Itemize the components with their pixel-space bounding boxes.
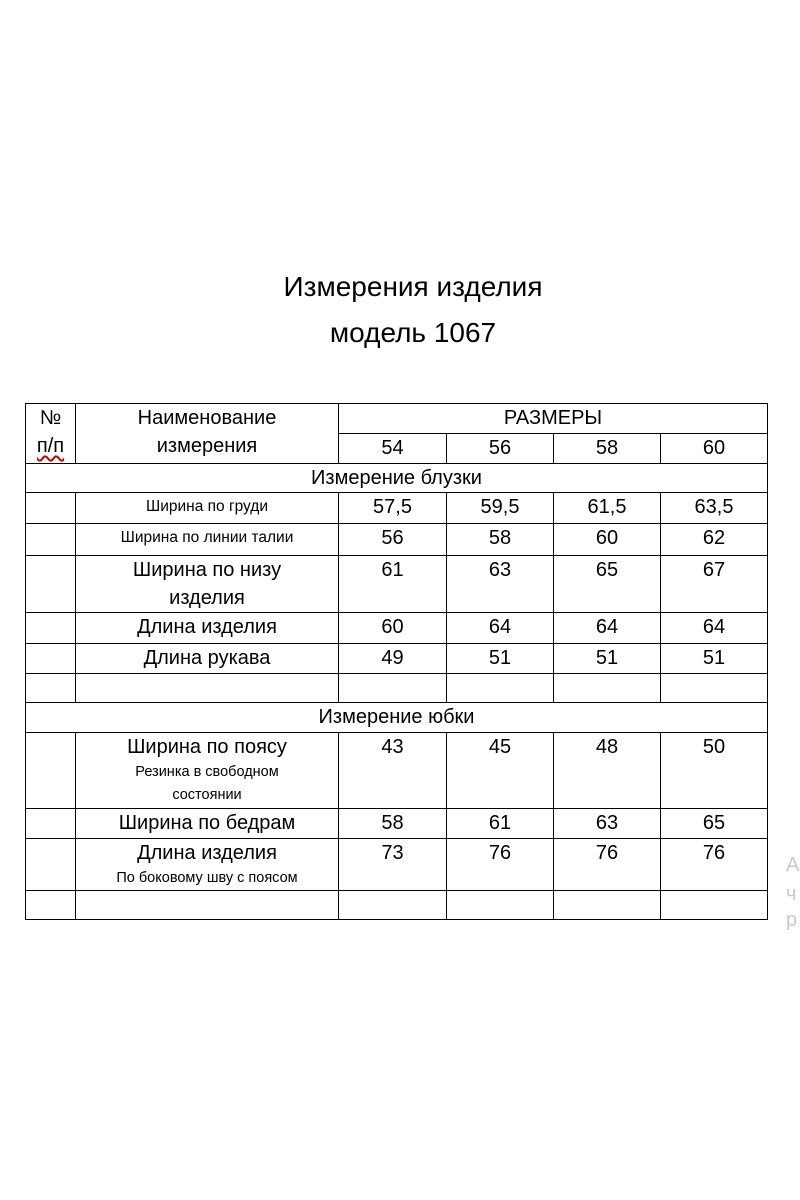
measurement-note: состоянии	[172, 787, 242, 803]
measurement-name: Ширина по бедрам	[76, 809, 339, 839]
value-cell: 65	[554, 556, 661, 613]
value-cell: 50	[661, 733, 768, 809]
measurement-name-line2: изделия	[169, 587, 245, 609]
value-cell: 51	[554, 644, 661, 674]
row-number-cell	[26, 733, 76, 809]
value-cell: 48	[554, 733, 661, 809]
num-header	[26, 404, 76, 464]
table-row	[26, 524, 768, 556]
value-cell: 51	[661, 644, 768, 674]
measurement-name-main: Длина изделия	[137, 842, 277, 864]
measurement-note: Резинка в свободном	[135, 764, 279, 780]
value-cell: 43	[339, 733, 447, 809]
section-row	[26, 464, 768, 493]
row-number-cell	[26, 524, 76, 556]
value-cell: 58	[339, 809, 447, 839]
value-cell: 51	[447, 644, 554, 674]
value-cell: 56	[339, 524, 447, 556]
name-header-line1: Наименование	[137, 407, 277, 429]
value-cell: 67	[661, 556, 768, 613]
measurement-name	[76, 733, 339, 809]
measurement-note: По боковому шву с поясом	[116, 870, 298, 886]
skirt-section-title: Измерение юбки	[26, 703, 768, 733]
side-text-fragment: А	[786, 854, 800, 876]
value-cell: 64	[447, 613, 554, 644]
value-cell: 58	[447, 524, 554, 556]
value-cell: 76	[447, 839, 554, 891]
value-cell: 60	[554, 524, 661, 556]
value-cell: 63	[554, 809, 661, 839]
value-cell: 62	[661, 524, 768, 556]
table-row	[26, 556, 768, 613]
side-text-fragment: р	[786, 909, 798, 931]
row-number-cell	[26, 613, 76, 644]
table-row	[26, 809, 768, 839]
value-cell: 61	[339, 556, 447, 613]
value-cell: 64	[661, 613, 768, 644]
num-header-abbrev: п/п	[36, 435, 65, 457]
header-row	[26, 404, 768, 434]
value-cell: 63,5	[661, 493, 768, 524]
value-cell: 76	[554, 839, 661, 891]
num-header-symbol: №	[39, 407, 62, 429]
value-cell: 49	[339, 644, 447, 674]
value-cell: 64	[554, 613, 661, 644]
measurement-name	[76, 556, 339, 613]
size-header: 60	[661, 434, 768, 464]
name-header-line2: измерения	[156, 435, 258, 457]
value-cell: 60	[339, 613, 447, 644]
sizes-header: РАЗМЕРЫ	[339, 404, 768, 434]
measurement-name: Длина изделия	[76, 613, 339, 644]
measurement-name: Ширина по линии талии	[76, 524, 339, 556]
measurement-name	[76, 839, 339, 891]
measurement-name: Ширина по груди	[76, 493, 339, 524]
empty-row	[26, 674, 768, 703]
table-row	[26, 733, 768, 809]
size-header: 54	[339, 434, 447, 464]
measurements-table	[25, 403, 768, 920]
measurement-name: Длина рукава	[76, 644, 339, 674]
row-number-cell	[26, 839, 76, 891]
size-header: 56	[447, 434, 554, 464]
value-cell: 65	[661, 809, 768, 839]
measurement-name-line1: Ширина по низу	[132, 559, 282, 581]
value-cell: 57,5	[339, 493, 447, 524]
value-cell: 61	[447, 809, 554, 839]
value-cell: 76	[661, 839, 768, 891]
blouse-section-title: Измерение блузки	[26, 464, 768, 493]
row-number-cell	[26, 493, 76, 524]
empty-row	[26, 891, 768, 920]
value-cell: 61,5	[554, 493, 661, 524]
table-row	[26, 644, 768, 674]
row-number-cell	[26, 644, 76, 674]
size-header: 58	[554, 434, 661, 464]
value-cell: 63	[447, 556, 554, 613]
row-number-cell	[26, 556, 76, 613]
value-cell: 59,5	[447, 493, 554, 524]
name-header	[76, 404, 339, 464]
section-row	[26, 703, 768, 733]
table-row	[26, 839, 768, 891]
table-row	[26, 493, 768, 524]
side-text-fragment: ч	[786, 883, 797, 905]
document-title: Измерения изделия	[283, 271, 543, 302]
table-row	[26, 613, 768, 644]
row-number-cell	[26, 809, 76, 839]
value-cell: 45	[447, 733, 554, 809]
value-cell: 73	[339, 839, 447, 891]
model-subtitle: модель 1067	[329, 317, 497, 348]
measurement-name-main: Ширина по поясу	[127, 736, 287, 758]
